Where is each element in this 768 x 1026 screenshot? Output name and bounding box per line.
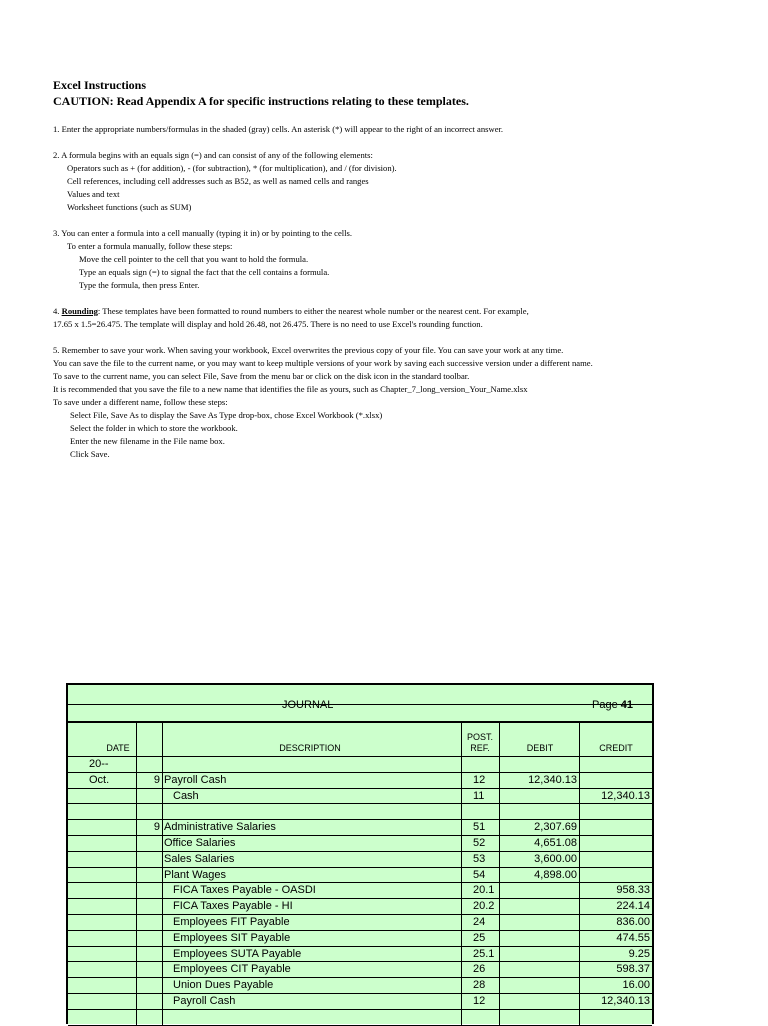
date-month-cell: Oct. <box>89 773 110 786</box>
credit-cell <box>580 773 650 788</box>
post-ref-cell <box>473 804 499 819</box>
debit-cell <box>500 757 577 772</box>
date-day-cell <box>136 804 160 819</box>
description-cell: Office Salaries <box>164 837 236 849</box>
description-cell: Employees FIT Payable <box>173 916 290 928</box>
date-month-cell <box>89 962 134 977</box>
debit-cell: 3,600.00 <box>534 852 577 865</box>
post-ref-cell <box>473 1010 499 1025</box>
description-cell: Employees SIT Payable <box>173 931 291 944</box>
description-cell: Employees CIT Payable <box>173 963 291 976</box>
post-ref-cell: 28 <box>473 979 486 992</box>
date-month-cell <box>89 804 134 819</box>
credit-cell <box>580 1010 650 1025</box>
debit-cell: 12,340.13 <box>528 773 577 786</box>
credit-cell <box>580 852 650 867</box>
credit-cell: 9.25 <box>628 947 650 960</box>
caution-heading: CAUTION: Read Appendix A for specific instructions relating to these templates. <box>53 94 469 108</box>
column-divider <box>499 721 500 1026</box>
post-ref-cell: 20.2 <box>473 900 495 913</box>
debit-cell <box>500 915 577 930</box>
description-cell: Payroll Cash <box>164 773 227 786</box>
date-day-cell <box>136 978 160 993</box>
credit-cell: 224.14 <box>616 900 650 913</box>
debit-cell <box>500 804 577 819</box>
instruction-item-2-line: Cell references, including cell addresses such as B52, as well as named cells and ranges <box>67 176 369 186</box>
date-month-cell <box>89 836 134 851</box>
post-ref-cell: 12 <box>473 995 486 1007</box>
instruction-item-5-line: It is recommended that you save the file to a new name that identifies the file as yours, such as Chapter_7_long_version_Your_Name.xlsx <box>53 384 528 394</box>
date-day-cell <box>136 852 160 867</box>
post-ref-cell: 11 <box>473 789 485 802</box>
debit-header: DEBIT <box>526 743 554 753</box>
credit-cell: 12,340.13 <box>601 995 650 1007</box>
debit-cell <box>500 962 577 977</box>
post-ref-cell: 54 <box>473 868 486 881</box>
description-cell <box>163 757 454 772</box>
debit-cell <box>500 789 577 804</box>
date-day-cell <box>136 947 160 962</box>
rounding-keyword: Rounding <box>61 306 98 316</box>
instruction-item-4 <box>53 305 753 318</box>
credit-cell <box>580 804 650 819</box>
credit-cell: 836.00 <box>616 916 650 928</box>
journal-title: JOURNAL <box>282 699 334 711</box>
instructions-block <box>53 78 753 461</box>
column-divider <box>461 721 462 1026</box>
debit-cell <box>500 994 577 1009</box>
debit-cell <box>500 931 577 946</box>
date-month-cell <box>89 868 134 883</box>
date-day-cell <box>136 757 160 772</box>
date-header: DATE <box>106 743 130 753</box>
debit-cell <box>500 899 577 914</box>
post-ref-cell: 24 <box>473 916 486 928</box>
instruction-item-2: 2. A formula begins with an equals sign (=) and can consist of any of the following elements: <box>53 150 373 160</box>
debit-cell: 2,307.69 <box>534 821 577 834</box>
credit-header: CREDIT <box>599 743 633 753</box>
instruction-item-5-step: Enter the new filename in the File name box. <box>70 436 225 446</box>
date-day-cell <box>136 994 160 1009</box>
credit-cell <box>580 868 650 883</box>
date-month-cell <box>89 978 134 993</box>
date-day-cell: 9 <box>153 821 160 834</box>
instruction-item-4-line-2: 17.65 x 1.5=26.475. The template will display and hold 26.48, not 26.475. There is no need to use Excel's rounding function. <box>53 319 483 329</box>
description-cell <box>163 804 454 819</box>
date-month-cell <box>89 883 134 898</box>
description-header: DESCRIPTION <box>279 743 341 753</box>
description-cell: Plant Wages <box>164 868 226 881</box>
date-month-cell <box>89 1010 134 1025</box>
date-month-cell <box>89 899 134 914</box>
column-divider <box>579 721 580 1026</box>
description-cell: Sales Salaries <box>164 852 235 865</box>
instruction-item-2-line: Worksheet functions (such as SUM) <box>67 202 192 212</box>
instruction-item-3-step: Type an equals sign (=) to signal the fact that the cell contains a formula. <box>79 267 330 277</box>
item-4-text: : These templates have been formatted to round numbers to either the nearest whole number or the nearest cent. For example, <box>97 306 529 316</box>
column-divider <box>136 721 137 1026</box>
instruction-item-5-line: To save under a different name, follow these steps: <box>53 397 228 407</box>
date-day-cell <box>136 883 160 898</box>
description-cell: FICA Taxes Payable - OASDI <box>173 884 316 897</box>
post-ref-header-line-2: REF. <box>470 743 490 753</box>
page-label: Page <box>592 699 618 711</box>
description-cell <box>163 1010 454 1025</box>
debit-cell <box>500 947 577 962</box>
item-4-number: 4. <box>53 306 60 316</box>
instruction-item-5-line: To save to the current name, you can select File, Save from the menu bar or click on the disk icon in the standard toolbar. <box>53 371 470 381</box>
credit-cell: 474.55 <box>616 931 650 944</box>
date-month-cell <box>89 852 134 867</box>
date-day-cell <box>136 789 160 804</box>
description-cell: Employees SUTA Payable <box>173 947 302 960</box>
date-month-cell <box>89 789 134 804</box>
credit-cell <box>580 820 650 835</box>
instruction-item-3-sub: To enter a formula manually, follow these steps: <box>67 241 233 251</box>
debit-cell: 4,651.08 <box>534 837 577 849</box>
date-day-cell <box>136 915 160 930</box>
credit-cell: 12,340.13 <box>601 789 650 802</box>
post-ref-cell: 25.1 <box>473 947 495 960</box>
date-month-cell <box>89 820 134 835</box>
description-cell: FICA Taxes Payable - HI <box>173 900 293 913</box>
date-day-cell <box>136 899 160 914</box>
date-month-cell <box>89 994 134 1009</box>
date-month-cell <box>89 947 134 962</box>
page-number: 41 <box>620 699 634 711</box>
post-ref-cell: 26 <box>473 963 486 976</box>
instruction-item-2-line: Operators such as + (for addition), - (for subtraction), * (for multiplication), and / (for division). <box>67 163 397 173</box>
instruction-item-3-step: Move the cell pointer to the cell that you want to hold the formula. <box>79 254 309 264</box>
post-ref-cell: 25 <box>473 931 486 944</box>
journal-table <box>66 683 654 1024</box>
post-ref-cell: 53 <box>473 852 486 865</box>
credit-cell: 598.37 <box>616 963 650 976</box>
description-cell: Payroll Cash <box>173 995 236 1007</box>
instructions-title: Excel Instructions <box>53 78 146 92</box>
debit-cell <box>500 1010 577 1025</box>
post-ref-cell <box>473 757 499 772</box>
instruction-item-3-step: Type the formula, then press Enter. <box>79 280 200 290</box>
post-ref-cell: 52 <box>473 837 486 849</box>
date-day-cell <box>136 1010 160 1025</box>
date-day-cell: 9 <box>153 773 160 786</box>
post-ref-cell: 12 <box>473 773 486 786</box>
post-ref-cell: 20.1 <box>473 884 495 897</box>
title-divider <box>68 704 652 705</box>
date-day-cell <box>136 931 160 946</box>
credit-cell <box>580 836 650 851</box>
date-month-cell <box>89 931 134 946</box>
credit-cell: 16.00 <box>622 979 650 992</box>
date-month-cell: 20-- <box>89 758 109 770</box>
date-month-cell <box>89 915 134 930</box>
journal-title-bar <box>68 685 652 721</box>
instruction-item-2-line: Values and text <box>67 189 120 199</box>
description-cell: Administrative Salaries <box>164 821 276 834</box>
instruction-item-3: 3. You can enter a formula into a cell manually (typing it in) or by pointing to the cells. <box>53 228 353 238</box>
date-day-cell <box>136 962 160 977</box>
instruction-item-5-step: Select File, Save As to display the Save As Type drop-box, chose Excel Workbook (*.xlsx) <box>70 410 383 420</box>
debit-cell <box>500 883 577 898</box>
header-top-border <box>68 721 652 723</box>
description-cell: Cash <box>173 789 199 802</box>
description-cell: Union Dues Payable <box>173 979 274 992</box>
journal-page <box>592 699 633 711</box>
instruction-item-5-line: You can save the file to the current name, or you may want to keep multiple versions of your work by saving each successive version under a different name. <box>53 358 593 368</box>
debit-cell: 4,898.00 <box>534 868 577 881</box>
header-bottom-border <box>68 756 652 757</box>
instruction-item-5-step: Click Save. <box>70 449 110 459</box>
post-ref-cell: 51 <box>473 821 486 834</box>
debit-cell <box>500 978 577 993</box>
date-day-cell <box>136 868 160 883</box>
column-divider <box>162 721 163 1026</box>
post-ref-header-line-1: POST. <box>466 732 493 742</box>
date-day-cell <box>136 836 160 851</box>
credit-cell: 958.33 <box>616 884 650 897</box>
instruction-item-1: 1. Enter the appropriate numbers/formulas in the shaded (gray) cells. An asterisk (*) will appear to the right of an incorrect answer. <box>53 124 504 134</box>
instruction-item-5-step: Select the folder in which to store the workbook. <box>70 423 238 433</box>
instruction-item-5-line: 5. Remember to save your work. When saving your workbook, Excel overwrites the previous copy of your file. You can save your work at any time. <box>53 345 564 355</box>
credit-cell <box>580 757 650 772</box>
